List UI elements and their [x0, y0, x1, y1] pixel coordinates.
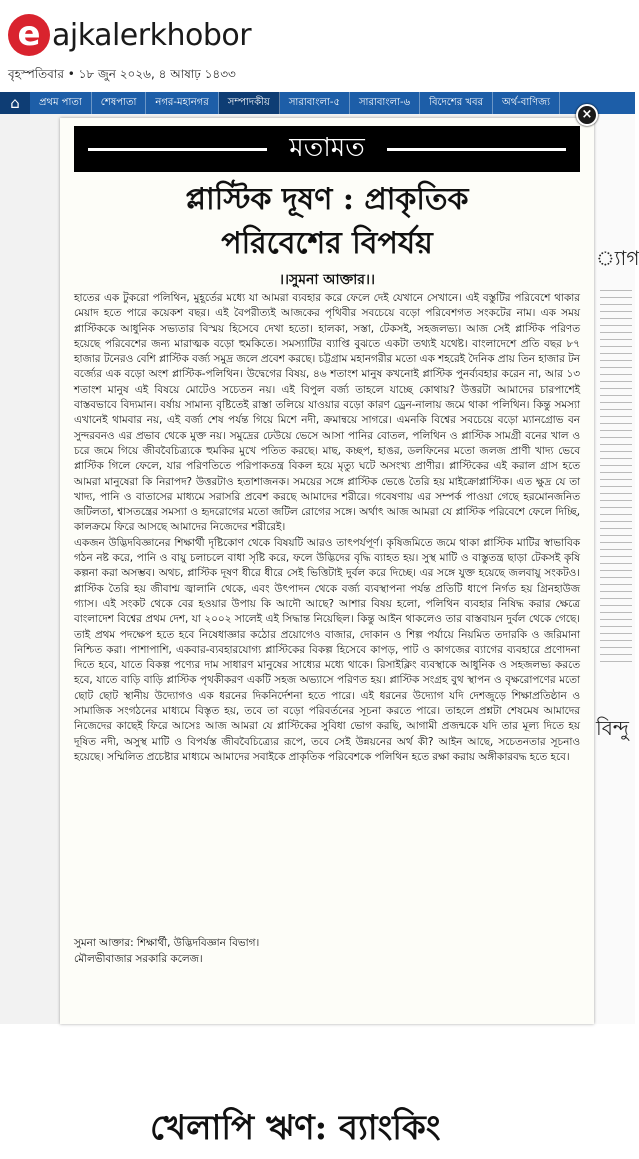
- headline-line-1: প্লাস্টিক দূষণ : প্রাকৃতিক: [185, 182, 469, 217]
- close-icon[interactable]: ×: [576, 104, 598, 126]
- header-rule-right: [387, 148, 566, 151]
- peek-word-1: ্যাগ: [596, 246, 639, 270]
- author-signature: [74, 936, 580, 967]
- article-headline: [70, 178, 584, 266]
- article-clipping: [60, 118, 594, 1148]
- nav-item-1[interactable]: শেষপাতা: [92, 92, 147, 114]
- peek-word-2: বিন্দু: [596, 716, 629, 740]
- logo-mark: e: [8, 14, 50, 56]
- home-icon[interactable]: ⌂: [0, 92, 30, 114]
- header-rule-left: [88, 148, 267, 151]
- section-label: মতামত: [289, 133, 365, 163]
- article-byline: ।।সুমনা আক্তার।।: [278, 272, 376, 288]
- site-header: [0, 0, 635, 92]
- next-article-headline: খেলাপি ঋণ: ব্যাংকিং: [150, 1108, 441, 1148]
- author-line-2: মৌলভীবাজার সরকারি কলেজ।: [74, 952, 203, 965]
- article-body: [74, 291, 580, 765]
- nav-item-7[interactable]: অর্থ-বাণিজ্য: [493, 92, 560, 114]
- date-line: বৃহস্পতিবার • ১৮ জুন ২০২৬, ৪ আষাঢ় ১৪৩৩: [8, 67, 236, 81]
- nav-item-4[interactable]: সারাবাংলা-৫: [280, 92, 350, 114]
- section-header: [74, 126, 580, 172]
- article-paragraph-1: হাতের এক টুকরো পলিথিন, মুহূর্তের মধ্যে যা আমরা ব্যবহার করে ফেলে দেই যেখানে সেখানে। এই বস্তুটির পরিবেশে থাকার মেয়াদ হতে পারে কয়েকশ বছর। এই বৈপরীত্যই আজকের পৃথিবীর সবচেয়ে বড়ো পরিবেশগত সংকটের নাম। এক সময় প্লাস্টিককে আধুনিক সভ্যতার বিস্ময় হিসেবে দেখা হতো। হালকা, সস্তা, টেকসই, সহজলভ্য। আজ সেই প্লাস্টিক পরিণত হয়েছে পরিবেশের জন্য মারাত্মক বড়ো হুমকিতে। সমস্যাটির ব্যাপ্তি বুঝতে একটা তথ্যই যথেষ্ট। বাংলাদেশে প্রতি বছর ৮৭ হাজার টনেরও বেশি প্লাস্টিক বর্জ্য সমুদ্র জলে প্রবেশ করছে। চট্টগ্রাম মহানগরীর মতো এক শহরেই দৈনিক প্রায় তিন হাজার টন বর্জ্যের এক বড়ো অংশ প্লাস্টিক-পলিথিন। উদ্বেগের বিষয়, ৪৬ শতাংশ মানুষ কখনোই প্লাস্টিক পুনর্ব্যবহার করেন না, আর ১৩ শতাংশ মানুষ এই বিষয়ে মোটেও সচেতন নয়। এই বিপুল বর্জ্য তাহলে যাচ্ছে কোথায়? উত্তরটা আমাদের চারপাশেই বাস্তবভাবে বিদ্যমান। বর্ষায় সামান্য বৃষ্টিতেই রাস্তা তলিয়ে যাওয়ার বড়ো কারণ ড্রেন-নালায় জমে থাকা পলিথিন। কিন্তু সমস্যা এখানেই থামবার নয়, এই বর্জ্য শেষ পর্যন্ত গিয়ে মিশে নদী, ক্রমান্বয়ে সাগরে। এমনকি বিশ্বের সবচেয়ে বড়ো ম্যানগ্রোভ বন সুন্দরবনও এর প্রভাব থেকে মুক্ত নয়। সমুদ্রের ঢেউয়ে ভেসে আসা পানির বোতল, পলিথিন ও প্লাস্টিক সামগ্রী বনের খাল ও চরে জমে গিয়ে জীববৈচিত্র্যকে হুমকির মুখে পতিত করছে। মাছ, কচ্ছপ, হাঙর, ডলফিনের মতো জলজ প্রাণী খাদ্য ভেবে প্লাস্টিক গিলে ফেলে, যার পরিণতিতে পরিপাকতন্ত্র বিকল হয়ে মৃত্যু ঘটে অসংখ্য প্রাণীর। প্লাস্টিকের এই করাল গ্রাস হতে আমরা মানুষেরা কি নিরাপদ? উত্তরটাও হতাশাজনক। সময়ের সঙ্গে প্লাস্টিক ভেঙে তৈরি হয় মাইক্রোপ্লাস্টিক। এত ক্ষুদ্র যে তা খাদ্য, পানি ও বাতাসের মাধ্যমে সরাসরি প্রবেশ করছে আমাদের শরীরে। গবেষণায় এর সম্পর্ক পাওয়া গেছে হরমোনজনিত জটিলতা, শ্বাসতন্ত্রের সমস্যা ও হৃদরোগের মতো জটিল রোগের সঙ্গে। অর্থাৎ আজ আমরা যে প্লাস্টিক পরিবেশে ফেলে দিচ্ছি, কালক্রমে ফিরে আসছে আমাদের নিজেদের শরীরেই।: [74, 292, 580, 534]
- author-line-1: সুমনা আক্তার: শিক্ষার্থী, উদ্ভিদবিজ্ঞান বিভাগ।: [74, 937, 260, 949]
- article-paragraph-2: একজন উদ্ভিদবিজ্ঞানের শিক্ষার্থী দৃষ্টিকোণ থেকে বিষয়টি আরও তাৎপর্যপূর্ণ। কৃষিজমিতে জমে থাকা প্লাস্টিক মাটির স্বাভাবিক গঠন নষ্ট করে, পানি ও বায়ু চলাচলে বাধা সৃষ্টি করে, ফলে উদ্ভিদের বৃদ্ধি ব্যাহত হয়। সুস্থ মাটি ও বাস্তুতন্ত্র ছাড়া টেকসই কৃষি কল্পনা করা অসম্ভব। অথচ, প্লাস্টিক দূষণ ধীরে ধীরে সেই ভিত্তিটাই দুর্বল করে দিচ্ছে। এর সঙ্গে যুক্ত হয়েছে জলবায়ু সংকটও। প্লাস্টিক তৈরি হয় জীবাশ্ম জ্বালানি থেকে, এবং উৎপাদন থেকে বর্জ্য ব্যবস্থাপনা পর্যন্ত প্রতিটি ধাপে নির্গত হয় গ্রিনহাউজ গ্যাস। এই সংকট থেকে বের হওয়ার উপায় কি আদৌ আছে? আশার বিষয় হলো, পলিথিন ব্যবহার নিষিদ্ধ করার ক্ষেত্রে বাংলাদেশ বিশ্বের প্রথম দেশ, যা ২০০২ সালেই এই সিদ্ধান্ত নিয়েছিল। কিন্তু আইন থাকলেও তার বাস্তবায়ন দুর্বল থেকে গেছে। তাই প্রথম পদক্ষেপ হতে হবে নিষেধাজ্ঞার কঠোর প্রয়োগেও বাজার, দোকান ও শিল্প পর্যায়ে নিয়মিত তদারকি ও জরিমানা নিশ্চিত করা। পাশাপাশি, একবার-ব্যবহারযোগ্য প্লাস্টিকের বিকল্প হিসেবে কাপড়, পাট ও কাগজের ব্যাগের ব্যবহারে প্রণোদনা দিতে হবে, যাতে বিকল্প পণ্যের দাম সাধারণ মানুষের সাধ্যের মধ্যে থাকে। রিসাইক্লিং ব্যবস্থাকে আধুনিক ও সহজলভ্য করতে হবে, যাতে বাড়ি বাড়ি প্লাস্টিক পৃথকীকরণ একটি সহজ অভ্যাসে পরিণত হয়। প্লাস্টিক সংগ্রহ বুথ স্থাপন ও বৃক্ষরোপণের মতো ছোট ছোট স্থানীয় উদ্যোগও এক ধরনের দিকনির্দেশনা হতে পারে। এই ধরনের উদ্যোগ যদি দেশজুড়ে শিক্ষাপ্রতিষ্ঠান ও সামাজিক সংগঠনের মাধ্যমে বিস্তৃত হয়, তবে তা বড়ো পরিবর্তনের সূচনা করতে পারে। তাহলে প্রশ্নটা শেষমেষ আমাদের নিজেদের কাছেই ফিরে আসেঃ আজ আমরা যে প্লাস্টিকের সুবিধা ভোগ করছি, আগামী প্রজন্মকে যদি তার মূল্য দিতে হয় দূষিত নদী, অসুস্থ মাটি ও বিপর্যস্ত জীববৈচিত্র্যের রূপে, তবে সেই উন্নয়নের অর্থ কী? আইন আছে, সচেতনতার সূচনাও হয়েছে। সম্মিলিত প্রচেষ্টার মাধ্যমে আমাদের সবাইকে প্রাকৃতিক পরিবেশকে পলিথিন হতে রক্ষা করায় অঙ্গীকারবদ্ধ হতে হবে।: [74, 536, 580, 763]
- site-logo[interactable]: [8, 10, 251, 60]
- nav-item-3[interactable]: সম্পাদকীয়: [219, 92, 280, 114]
- nav-item-2[interactable]: নগর-মহানগর: [146, 92, 218, 114]
- nav-item-5[interactable]: সারাবাংলা-৬: [350, 92, 420, 114]
- logo-text: ajkalerkhobor: [52, 17, 252, 53]
- headline-line-2: পরিবেশের বিপর্যয়: [221, 226, 433, 261]
- nav-item-0[interactable]: প্রথম পাতা: [30, 92, 92, 114]
- main-nav: [0, 92, 635, 114]
- peek-text-lines: [600, 290, 632, 668]
- nav-item-6[interactable]: বিদেশের খবর: [420, 92, 493, 114]
